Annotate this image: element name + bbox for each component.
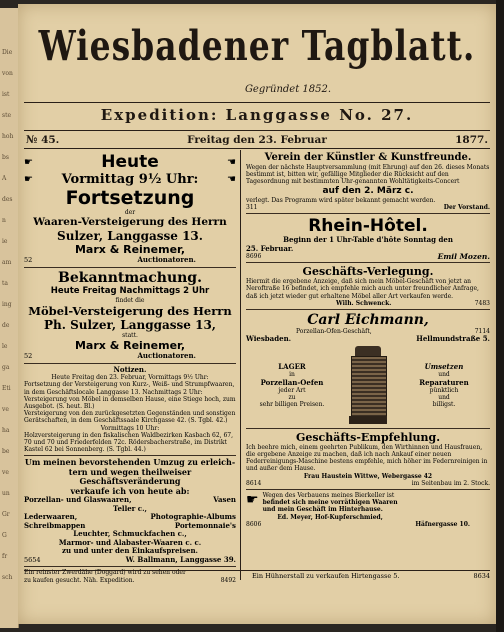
ad-number: 52 [24,352,33,361]
ad-umzug [24,458,236,564]
margin-fragment: ve [2,469,9,476]
margin-fragment: bs [2,154,9,161]
ad-eichmann-l2: in [289,371,295,379]
ad-number: 7483 [474,299,490,307]
margin-fragment: Die [2,49,13,56]
margin-fragment: un [2,490,10,497]
dateline-bottom-rule [24,148,490,149]
notizen-section [24,366,236,454]
notizen-text3: Versteigerung von den zurückgesetzten Gegenständen und sonstigen Gerätschaften, in dem Geschäftssaale Kirchgasse 42. (S. Tgbl. 42.) [24,410,236,425]
margin-fragment: ie [2,238,8,245]
ad-verein-text: Wegen der nächste Hauptversammlung (mit Ehrung) auf den 26. dieses Monats bestimmt ist, bitten wir, gefällige Mitglieder die Rücksicht auf den Tagesordnung mit bestimmten Uhr-genannten Wohltätigkeits-Concert [246,164,490,186]
ad-verein-title: Verein der Künstler & Kunstfreunde. [264,152,472,163]
margin-fragment: be [2,448,10,455]
issue-year: 1877. [455,134,488,146]
divider [24,267,236,268]
adjacent-page-margin [0,8,19,628]
divider [24,455,236,456]
ad-heute-fortsetzung: Fortsetzung [65,187,195,209]
margin-fragment: des [2,196,13,203]
ad-umzug-item3: Lederwaaren, [24,512,78,522]
founded-line: Gegründet 1852. [244,84,332,95]
ad-eichmann-l4: jeder Art [278,387,306,395]
ad-umzug-item2: Teller c., [113,503,147,513]
ad-verlegung-sign: Wilh. Schwenck. [336,299,392,307]
ad-number: 8492 [220,576,236,584]
margin-fragment: G [2,532,7,539]
pointing-hand-icon: ☚ [227,156,236,168]
margin-fragment: Gr [2,511,10,518]
ad-verein [246,152,490,211]
margin-fragment: fr [2,553,8,560]
bottom-ad-text: Ein Hühnerstall zu verkaufen Hirtengasse 5. [252,572,400,580]
ad-verlegung [246,265,490,307]
ad-empfehlung-sign: Frau Haustein Wittwe, Webergasse 42 [303,472,433,480]
ad-meyer-sign: Ed. Meyer, Hof-Kupferschmied, [277,513,383,521]
ad-heute-time: Vormittag 9½ Uhr: [61,172,199,187]
ad-bekannt-title: Bekanntmachung. [58,269,202,286]
ad-umzug-line3: verkaufe ich von heute ab: [70,485,190,496]
bottom-strip [24,570,490,581]
margin-fragment: von [2,70,13,77]
ad-eichmann-place: Wiesbaden. [246,334,292,344]
ad-empfehlung-title: Geschäfts-Empfehlung. [295,430,441,444]
ad-umzug-line2: tern und wegen theilweiser Geschäftsveränderung [68,466,192,487]
margin-fragment: de [2,322,10,329]
ad-eichmann-r5: und [438,394,450,402]
ad-verein-text2: verlegt. Das Programm wird später bekannt gemacht werden. [246,196,436,204]
ad-meyer-line3: und mein Geschäft im Hinterhause. [262,506,383,514]
ad-rhein-line1: Beginn der 1 Uhr-Table d'hôte Sonntag den [283,235,453,245]
ad-number: 8614 [246,479,262,487]
ad-eichmann-right [398,363,490,409]
divider [246,213,490,214]
ad-umzug-line4: zu und unter den Einkaufspreisen. [61,546,198,556]
margin-fragment: ga [2,364,10,371]
ad-eichmann-name: Carl Eichmann, [307,312,429,329]
ad-rhein-title: Rhein-Hôtel. [308,216,428,237]
margin-fragment: n [2,217,6,224]
ad-umzug-item6: Marmor- und Alabaster-Waaren c. c. [58,537,202,547]
margin-fragment: hoh [2,133,14,140]
divider [24,566,236,567]
ad-bekannt-line1: Heute Freitag Nachmittags 2 Uhr [50,285,210,296]
ad-verein-date: auf den 2. März c. [322,185,414,196]
ad-number: 8634 [473,572,490,580]
dateline-top-rule [24,130,490,131]
margin-fragment: Eti [2,385,11,392]
pointing-hand-icon: ☚ [227,174,236,185]
ad-empfehlung [246,431,490,487]
margin-fragment: le [2,343,8,350]
ad-eichmann-r1: Umsetzen [424,361,464,371]
ad-rhein-sign: Emil Mozen. [437,252,490,262]
ad-eichmann-left [246,363,338,409]
ad-umzug-line1: Um meinen bevorstehenden Umzug zu erleich- [24,457,236,468]
stove-body [351,356,387,418]
ad-bekanntmachung [24,270,236,361]
ad-eichmann [246,312,490,426]
right-column [246,152,490,578]
ad-umzug-item4b: Portemonnaie's [174,520,236,530]
stove-top [355,346,381,356]
ad-heute-firm: Marx & Reinemer, [74,243,186,257]
ad-verlegung-title: Geschäfts-Verlegung. [302,265,434,279]
margin-fragment: ste [2,112,12,119]
ad-zwerg-line2: zu kaufen gesucht. Näh. Expedition. [24,576,135,584]
issue-number: № 45. [26,134,60,146]
ad-umzug-firm: W. Ballmann, Langgasse 39. [125,554,236,564]
ad-meyer-line2: befindet sich meine vorräthigen Waaren [262,499,398,507]
ad-bekannt-line3: Möbel-Versteigerung des Herrn [28,303,232,318]
ad-number: 5654 [24,556,41,565]
ad-eichmann-l5: zu [288,394,296,402]
ad-umzug-item1b: Vasen [213,495,236,505]
stove-illustration [349,346,387,426]
ad-heute-title: Heute [101,152,159,172]
pointing-hand-icon: ☛ [24,156,33,168]
ad-eichmann-r3: Reparaturen [419,377,469,387]
issue-date: Freitag den 23. Februar [187,134,327,146]
notizen-text2: Fortsetzung der Versteigerung von Kurz-, Weiß- und Strumpfwaaren, in dem Geschäftslocale Langgasse 13. Nachmittags 2 Uhr: Versteigerung von Möbel in demselben Hause, eine Stiege hoch, zum Ausgebot. (S. heut. Bl.) [24,381,236,410]
ad-eichmann-l3: Porzellan-Oefen [260,377,324,387]
ad-zwerg-line1: Ein reinster Zwerdähe (Doggard) wird zu sehen oder [24,569,186,577]
ad-eichmann-r2: und [438,371,450,379]
margin-fragment: ing [2,301,12,308]
ad-rheinhotel [246,216,490,260]
divider [246,428,490,429]
ad-rhein-line2: 25. Februar. [246,243,294,253]
margin-fragment: ta [2,280,8,287]
ad-bekannt-role: Auctionatoren. [137,351,196,361]
margin-fragment: ist [2,91,10,98]
notizen-text1: Heute Freitag den 23. Februar, Vormittags 9½ Uhr: [51,374,209,382]
margin-fragment: ha [2,427,10,434]
margin-fragment: am [2,259,12,266]
page-edge-shadow [496,0,504,632]
margin-fragment: sch [2,574,13,581]
ad-eichmann-l1: LAGER [278,361,306,371]
ad-umzug-item5: Leuchter, Schmuckfachen c., [73,529,187,539]
divider [246,309,490,310]
ad-number: 52 [24,256,33,265]
ad-umzug-item3b: Photographie-Albums [150,512,236,522]
column-divider [240,150,241,580]
ad-meyer-street: Häfnergasse 10. [415,520,470,528]
ad-bekannt-line5: statt. [122,331,138,339]
ad-number: 311 [246,203,258,211]
ad-umzug-item4: Schreibmappen [24,520,86,530]
pointing-hand-icon: ☛ [246,491,259,508]
ad-heute-role: Auctionatoren. [137,255,196,265]
divider [246,262,490,263]
ad-verein-sign: Der Vorstand. [443,203,490,211]
ad-bekannt-firm: Marx & Reinemer, [74,339,186,353]
ad-number: 8606 [246,520,262,528]
notizen-text4: Vormittags 10 Uhr: [100,424,160,432]
ad-umzug-item1: Porzellan- und Glaswaaren, [24,495,132,505]
ad-number: 7114 [474,328,490,336]
ad-bekannt-line2: findet die [115,296,145,304]
divider [24,363,236,364]
notizen-title: Notizen. [113,364,147,374]
ad-heute-line1: Waaren-Versteigerung des Herrn [33,216,227,229]
divider [246,489,490,490]
ad-meyer [246,492,490,521]
ad-meyer-line1: Wegen des Verbauens meines Bierkeller ist [262,491,395,499]
ad-bekannt-line4: Ph. Sulzer, Langgasse 13, [43,317,216,332]
ad-eichmann-r4: pünktlich [429,387,459,395]
newspaper-sheet [18,4,496,624]
margin-fragment: ve [2,406,9,413]
ad-empfehlung-sub: im Seitenbau im 2. Stock. [411,479,490,487]
masthead-title: Wiesbadener Tagblatt. [38,21,476,70]
ad-heute [24,152,236,265]
ad-heute-der: der [124,209,136,216]
masthead-rule [24,102,490,103]
expedition-line: Expedition: Langgasse No. 27. [100,106,414,124]
notizen-text5: Holzversteigerung in den fiskalischen Waldbezirken Kasbach 62, 67, 70 und 70 und Friederfelden 72c. Rödersbacherstraße, im Distrikt Kastel 62 bei Sonnenberg. (S. Tgbl. 44.) [24,431,234,454]
pointing-hand-icon: ☛ [24,174,33,185]
stove-base [349,416,387,424]
ad-empfehlung-text: Ich beehre mich, einem geehrten Publikum, den Wirthinnen und Hausfrauen, die ergebene Anzeige zu machen, daß ich nach Ankauf einer neuen Federreinigungs-Maschine bestens empfehle, mich höher im Federnreinigen in und außer dem Hause. [246,443,488,473]
ad-eichmann-r6: billigst. [432,401,456,409]
ad-eichmann-street: Hellmundstraße 5. [416,334,490,344]
ad-verlegung-text: Hiermit die ergebene Anzeige, daß sich mein Möbel-Geschäft von jetzt an Neroftraße 16 befindet, ich empfehle mich auch unter freundlicher Anfrage, daß ich jetzt wieder gut erhaltene Möbel aller Art verkaufen werde. [246,278,479,300]
left-column [24,152,236,584]
ad-number: 8696 [246,253,262,261]
margin-fragment: A [2,175,7,182]
ad-heute-line2: Sulzer, Langgasse 13. [57,229,203,244]
ad-eichmann-l6: sehr billigen Preisen. [259,401,325,409]
ad-eichmann-sub: Porzellan-Ofen-Geschäft, [296,328,372,336]
